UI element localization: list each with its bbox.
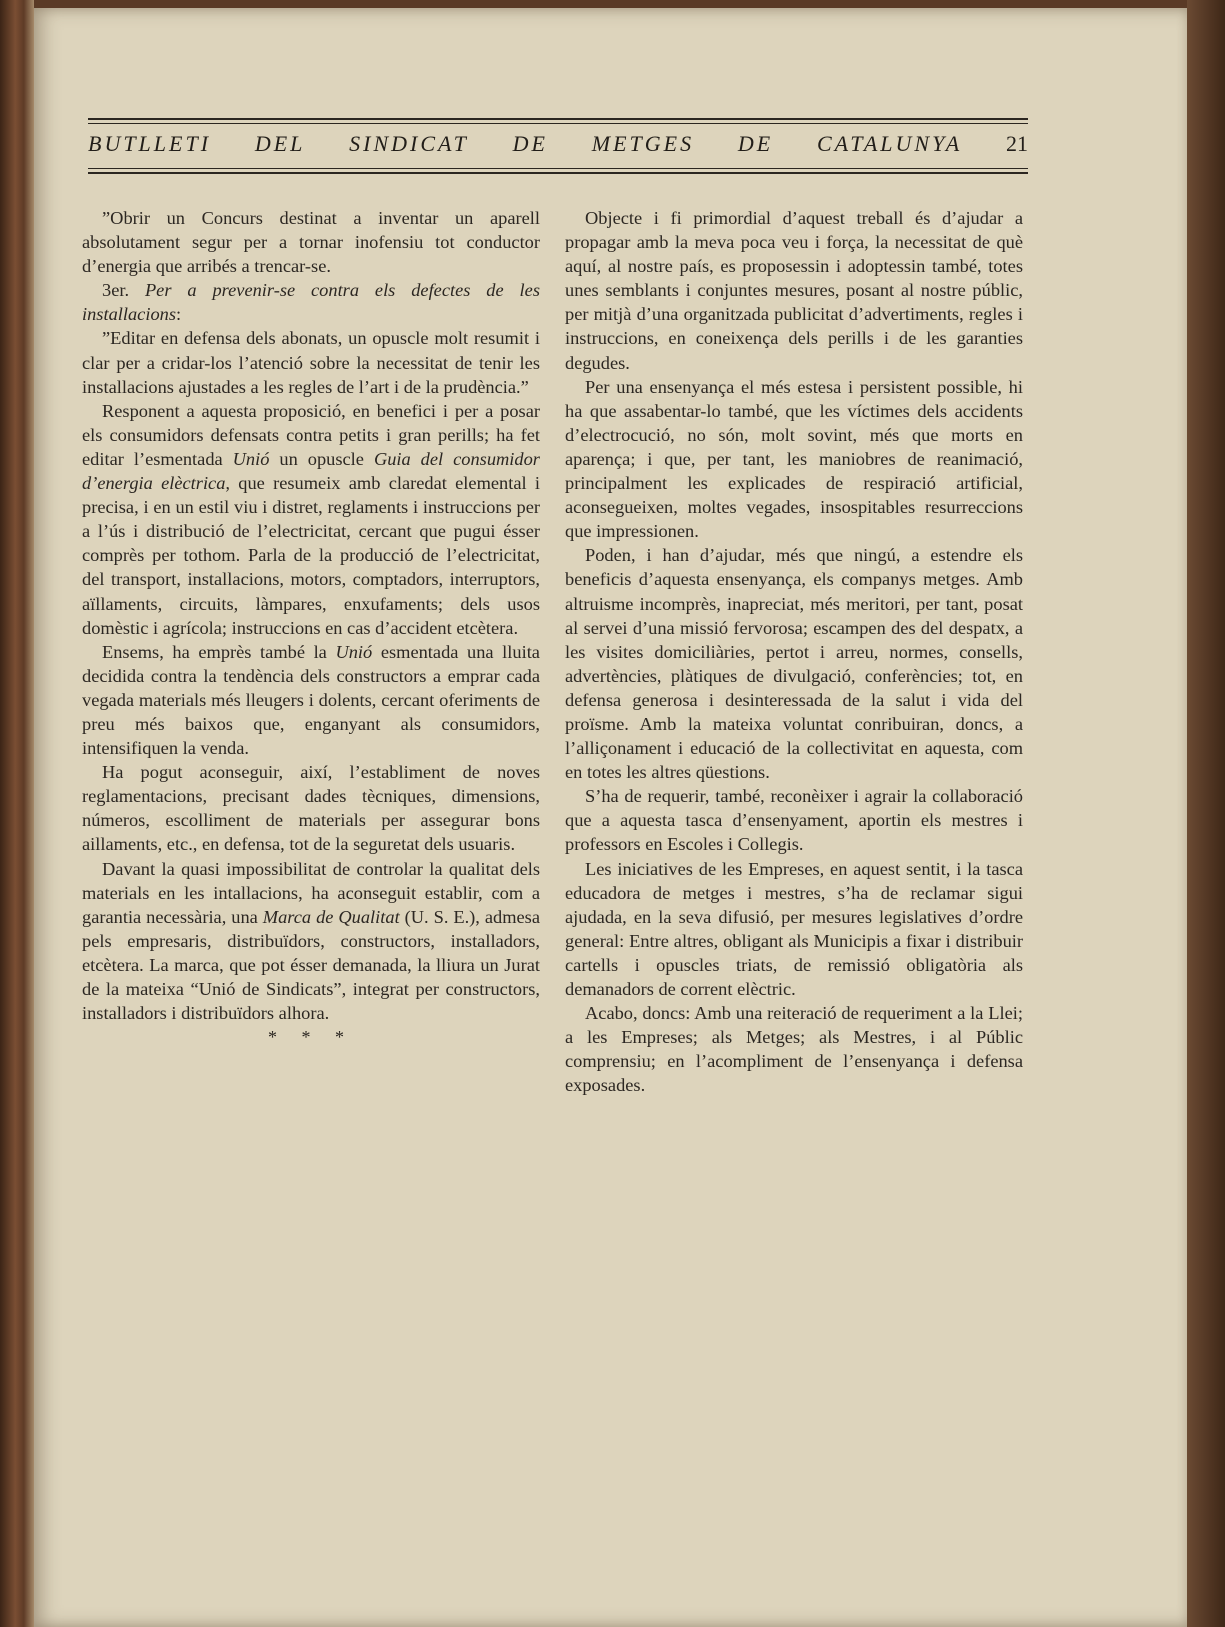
heading-colon: :	[176, 304, 182, 325]
left-column	[82, 206, 540, 1049]
header-word: DE	[512, 131, 548, 156]
header-rule-bottom-thin	[88, 168, 1028, 169]
paragraph: Objecte i fi primordial d’aquest treball és d’ajudar a propagar amb la meva poca veu i força, la necessitat de què aquí, al nostre país, es proposessin i adoptessin també, totes unes semblants i conjuntes mesures, posant al nostre públic, per mitjà d’una organitzada publicitat d’advertiments, regles i instruccions, en coneixença dels perills i de les garanties degudes.	[565, 208, 1023, 373]
header-rule-top	[88, 118, 1028, 120]
paragraph: Poden, i han d’ajudar, més que ningú, a estendre els beneficis d’aquesta ensenyança, els companys metges. Amb altruisme incomprès, inapreciat, més meritori, per tant, posat al servei d’una missió fervorosa; escampen des del despatx, a les visites domiciliàries, pertot i arreu, normes, consells, advertències, plàtiques de divulgació, conferències; tot, en defensa generosa i desinteressada de la salut i vida del proïsme. Amb la mateixa voluntat conribuiran, doncs, a l’alliçonament i educació de la collectivitat en aquesta, com en totes les altres qüestions.	[565, 545, 1023, 783]
book-edge	[1187, 0, 1225, 1627]
header-word: CATALUNYA	[816, 131, 963, 156]
paragraph: ”Obrir un Concurs destinat a inventar un aparell absolutament segur per a tornar inofensiu tot conductor d’energia que arribés a trencar-se.	[82, 208, 540, 277]
text-run: esmentada una lluita decidida contra la tendència dels constructors a emprar cada vegada materials més lleugers i dolents, cercant oferiments de preu més baixos que, enganyant als consumidors, intensifiquen la venda.	[82, 641, 540, 759]
paragraph	[82, 278, 540, 326]
paragraph: Per una ensenyança el més estesa i persistent possible, hi ha que assabentar-lo també, que les víctimes dels accidents d’electrocució, no són, molt sovint, més que morts en aparença; i que, per tant, les maniobres de reanimació, principalment les explicades de respiració artificial, aconsegueixen, moltes vegades, insospitables resurreccions que impressionen.	[565, 376, 1023, 542]
italic-title: Guia del consumidor d’energia elèctrica,	[82, 448, 540, 494]
running-header	[88, 131, 1028, 165]
header-word: DEL	[254, 131, 306, 156]
text-run: Davant la quasi impossibilitat de controlar la qualitat dels materials en les intallacions, ha aconseguit establir, com a garantia necessària, una	[82, 858, 540, 927]
paragraph	[82, 399, 540, 640]
header-word: SINDICAT	[349, 131, 469, 156]
italic-term: Unió	[335, 641, 373, 662]
right-column	[565, 206, 1023, 1097]
paragraph: Acabo, doncs: Amb una reiteració de requeriment a la Llei; a les Empreses; als Metges; als Mestres, i al Públic comprensiu; en l’acompliment de l’ensenyança i defensa exposades.	[565, 1003, 1023, 1096]
section-heading: Per a prevenir-se contra els defectes de les installacions	[82, 280, 540, 325]
text-run: que resumeix amb claredat elemental i precisa, i en un estil viu i distret, reglaments i instruccions per a l’ús i distribució de l’electricitat, cercant que pugui ésser comprès per tothom. Parla de la producció de l’electricitat, del transport, installacions, motors, comptadors, interruptors, aïllaments, circuits, làmpares, enxufaments; dels usos domèstic i agrícola; instruccions en cas d’accident etcètera.	[82, 473, 540, 638]
paragraph: ”Editar en defensa dels abonats, un opuscle molt resumit i clar per a cridar-los l’atenció sobre la necessitat de tenir les installacions ajustades a les regles de l’art i de la prudència.”	[82, 328, 540, 397]
paragraph: Les iniciatives de les Empreses, en aquest sentit, i la tasca educadora de metges i mestres, s’ha de reclamar sigui ajudada, en la seva difusió, per mesures legislatives d’ordre general: Entre altres, obligant als Municipis a fixar i distribuir cartells i opuscles triats, de remissió obligatòria als demanadors de corrent elèctric.	[565, 858, 1023, 999]
header-word: DE	[737, 131, 774, 156]
section-separator: * * *	[268, 1027, 354, 1048]
paragraph	[82, 640, 540, 760]
text-run: (U. S. E.), admesa pels empresaris, distribuïdors, constructors, installadors, etcètera. La marca, que pot ésser demanada, la lliura un Jurat de la mateixa “Unió de Sindicats”, integrat per constructors, installadors i distribuïdors alhora.	[82, 906, 540, 1024]
paragraph	[82, 857, 540, 1026]
italic-term: Marca de Qualitat	[262, 906, 400, 927]
header-rule-bottom	[88, 172, 1028, 174]
page-number: 21	[1005, 131, 1028, 156]
header-word: METGES	[591, 131, 695, 156]
text-run: Ensems, ha emprès també la	[102, 641, 327, 662]
header-word: BUTLLETI	[88, 131, 212, 156]
paragraph: Ha pogut aconseguir, així, l’establiment de noves reglamentacions, precisant dades tècniques, dimensions, números, escolliment de materials per assegurar bons aillaments, etc., en defensa, tot de la seguretat dels usuaris.	[82, 762, 540, 855]
header-rule-top-thin	[88, 123, 1028, 124]
paragraph: S’ha de requerir, també, reconèixer i agrair la collaboració que a aquesta tasca d’ensenyament, aportin els mestres i professors en Escoles i Collegis.	[565, 786, 1023, 855]
text-run: Responent a aquesta proposició, en benefici i per a posar els consumidors defensats contra petits i gran perills; ha fet editar l’esmentada	[82, 400, 540, 469]
book-spine	[0, 0, 34, 1627]
italic-term: Unió	[232, 448, 270, 469]
text-run: un opuscle	[279, 448, 364, 469]
section-number: 3er.	[102, 280, 130, 301]
